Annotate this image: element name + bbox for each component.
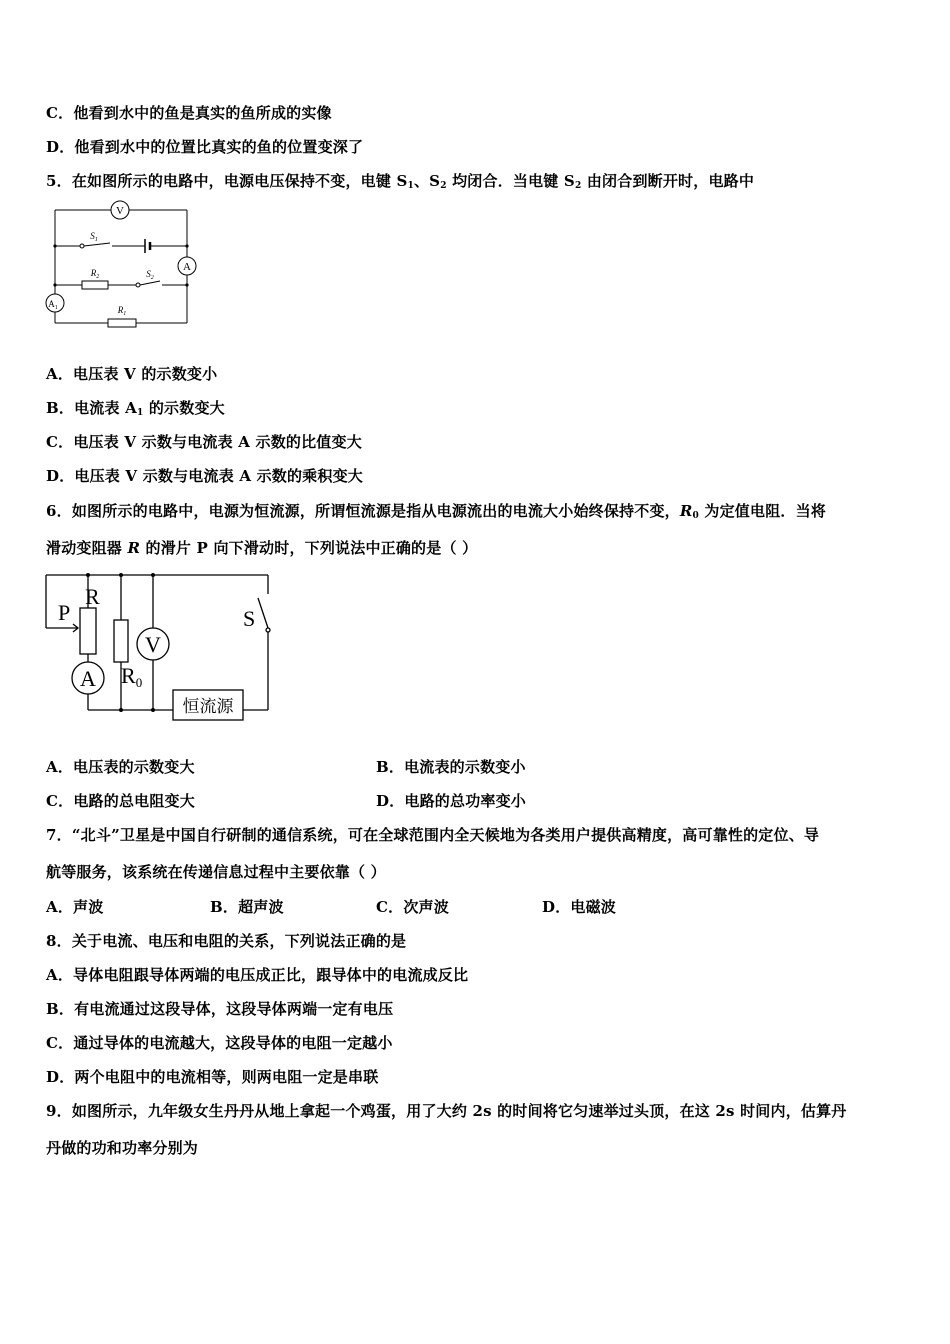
q6-r0-label: R0: [121, 663, 143, 690]
q6-r-label: R: [85, 584, 100, 609]
q7-stem-line2: 航等服务，该系统在传递信息过程中主要依靠（ ）: [46, 863, 386, 881]
q6-circuit-diagram: [42, 570, 282, 730]
q6-option-d: D．电路的总功率变小: [376, 792, 527, 810]
q8-option-a: A．导体电阻跟导体两端的电压成正比，跟导体中的电流成反比: [46, 966, 469, 984]
q8-option-d: D．两个电阻中的电流相等，则两电阻一定是串联: [46, 1068, 379, 1086]
q9-stem-line1: 9．如图所示，九年级女生丹丹从地上拿起一个鸡蛋，用了大约 2s 的时间将它匀速举过头顶，在这 2s 时间内，估算丹: [46, 1102, 847, 1120]
q5-s2-label: $S_2$: [146, 269, 154, 281]
q7-option-c: C．次声波: [376, 898, 449, 916]
q5-s1-label: $S_1$: [90, 231, 98, 243]
q6-stem-line1: 6．如图所示的电路中，电源为恒流源，所谓恒流源是指从电源流出的电流大小始终保持不变，$R_0$ 为定值电阻．当将: [46, 502, 827, 521]
q6-option-b: B．电流表的示数变小: [376, 758, 526, 776]
q8-option-c: C．通过导体的电流越大，这段导体的电阻一定越小: [46, 1034, 393, 1052]
q7-option-d: D．电磁波: [542, 898, 617, 916]
q8-stem: 8．关于电流、电压和电阻的关系，下列说法正确的是: [46, 932, 407, 950]
q5-option-a: A．电压表 V 的示数变小: [46, 365, 218, 383]
q5-option-d: D．电压表 V 示数与电流表 A 示数的乘积变大: [46, 467, 363, 485]
q5-r2-label: $R_2$: [90, 268, 100, 280]
q6-option-a: A．电压表的示数变大: [46, 758, 195, 776]
q5-option-b: B．电流表 $A_1$ 的示数变大: [46, 399, 225, 418]
q5-r1-label: $R_1$: [117, 305, 127, 317]
q5-ammeter-a-label: A: [183, 261, 191, 273]
q6-stem-line2: 滑动变阻器 R 的滑片 P 向下滑动时，下列说法中正确的是（ ）: [46, 539, 478, 557]
q5-ammeter-a1-label: $A_1$: [48, 299, 58, 311]
q6-ammeter-label: A: [80, 666, 96, 691]
q7-option-b: B．超声波: [210, 898, 284, 916]
q5-stem: 5．在如图所示的电路中，电源电压保持不变，电键 $S_1$、$S_2$ 均闭合．当电键 $S_2$ 由闭合到断开时，电路中: [46, 172, 755, 191]
q6-source-label: 恒流源: [182, 697, 234, 716]
q6-p-label: P: [58, 600, 71, 625]
q7-option-a: A．声波: [46, 898, 104, 916]
q8-option-b: B．有电流通过这段导体，这段导体两端一定有电压: [46, 1000, 394, 1018]
q6-option-c: C．电路的总电阻变大: [46, 792, 195, 810]
q7-stem-line1: 7．“北斗”卫星是中国自行研制的通信系统，可在全球范围内全天候地为各类用户提供高精度，高可靠性的定位、导: [46, 826, 820, 844]
q9-stem-line2: 丹做的功和功率分别为: [46, 1139, 199, 1157]
q6-voltmeter-label: V: [145, 632, 161, 657]
q5-voltmeter-label: V: [116, 205, 124, 217]
q5-circuit-diagram: [40, 200, 210, 330]
q6-s-label: S: [243, 606, 256, 631]
q4-option-d: D．他看到水中的位置比真实的鱼的位置变深了: [46, 138, 364, 156]
q5-option-c: C．电压表 V 示数与电流表 A 示数的比值变大: [46, 433, 362, 451]
q4-option-c: C．他看到水中的鱼是真实的鱼所成的实像: [46, 104, 332, 122]
